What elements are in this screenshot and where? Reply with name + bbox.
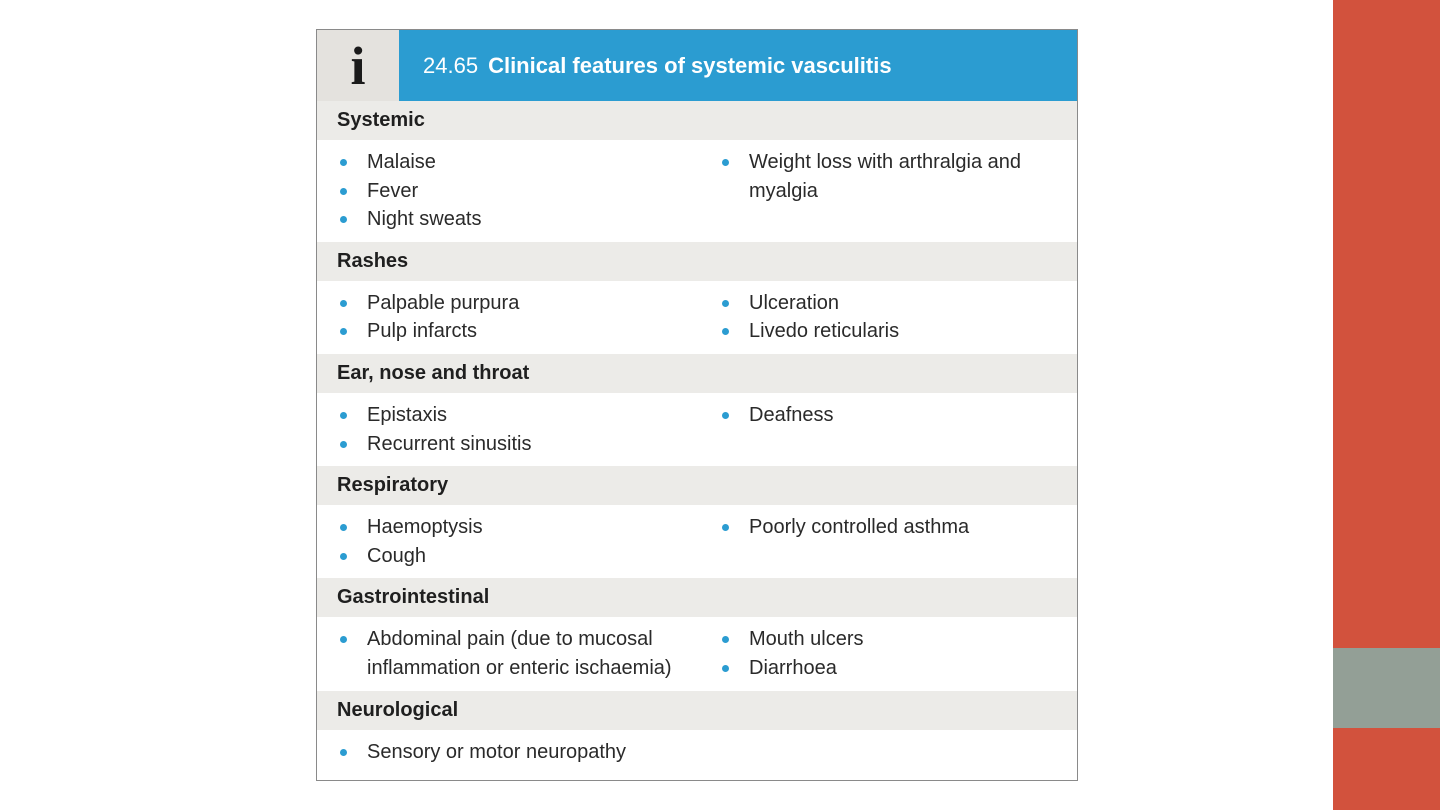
list-item bbox=[719, 401, 1077, 430]
bullet-list-right bbox=[719, 625, 1077, 682]
bullet-icon bbox=[722, 300, 729, 307]
list-item bbox=[337, 542, 719, 571]
bullet-icon bbox=[722, 665, 729, 672]
list-item bbox=[337, 148, 719, 177]
list-item bbox=[337, 289, 719, 318]
box-header bbox=[317, 30, 1077, 101]
bullet-list-right bbox=[719, 148, 1077, 234]
bullet-icon bbox=[340, 441, 347, 448]
section-body bbox=[317, 281, 1077, 354]
info-tile bbox=[317, 30, 399, 101]
bullet-icon bbox=[722, 328, 729, 335]
section-body bbox=[317, 140, 1077, 242]
table-title: Clinical features of systemic vasculitis bbox=[488, 52, 892, 78]
bullet-icon bbox=[722, 159, 729, 166]
section-body bbox=[317, 393, 1077, 466]
section-body bbox=[317, 617, 1077, 690]
list-item-text: Weight loss with arthralgia and myalgia bbox=[749, 151, 1021, 202]
list-item-text: Night sweats bbox=[367, 208, 482, 231]
section-heading-rashes: Rashes bbox=[317, 242, 1077, 281]
side-decor-accent bbox=[1333, 648, 1440, 728]
bullet-icon bbox=[722, 524, 729, 531]
bullet-icon bbox=[340, 159, 347, 166]
section-body bbox=[317, 730, 1077, 775]
list-item-text: Livedo reticularis bbox=[749, 320, 900, 343]
bullet-icon bbox=[340, 412, 347, 419]
table-number: 24.65 bbox=[423, 52, 479, 78]
list-item bbox=[337, 401, 719, 430]
list-item bbox=[337, 430, 719, 459]
list-item bbox=[337, 205, 719, 234]
bullet-icon bbox=[340, 524, 347, 531]
info-icon: i bbox=[350, 35, 366, 96]
list-item-text: Palpable purpura bbox=[367, 291, 520, 314]
bullet-list-left bbox=[317, 738, 719, 767]
list-item-text: Haemoptysis bbox=[367, 516, 483, 539]
list-item bbox=[719, 289, 1077, 318]
list-item bbox=[719, 625, 1077, 654]
list-item-text: Recurrent sinusitis bbox=[367, 432, 532, 455]
bullet-icon bbox=[340, 216, 347, 223]
bullet-icon bbox=[340, 553, 347, 560]
section-heading-respiratory: Respiratory bbox=[317, 466, 1077, 505]
bullet-list-left bbox=[317, 625, 719, 682]
list-item-text: Diarrhoea bbox=[749, 656, 837, 679]
bullet-list-left bbox=[317, 401, 719, 458]
list-item-text: Fever bbox=[367, 179, 419, 202]
list-item bbox=[719, 317, 1077, 346]
list-item-text: Pulp infarcts bbox=[367, 320, 478, 343]
section-heading-systemic: Systemic bbox=[317, 101, 1077, 140]
title-bar bbox=[399, 30, 1077, 101]
bullet-icon bbox=[340, 328, 347, 335]
list-item-text: Abdominal pain (due to mucosal inflammation or enteric ischaemia) bbox=[367, 628, 672, 679]
bullet-list-left bbox=[317, 513, 719, 570]
list-item-text: Sensory or motor neuropathy bbox=[367, 740, 627, 763]
list-item bbox=[719, 513, 1077, 542]
info-box bbox=[316, 29, 1078, 781]
sections-container bbox=[317, 101, 1077, 774]
bullet-list-right bbox=[719, 401, 1077, 458]
list-item-text: Cough bbox=[367, 544, 426, 567]
bullet-list-left bbox=[317, 148, 719, 234]
list-item-text: Ulceration bbox=[749, 291, 840, 314]
section-heading-gastrointestinal: Gastrointestinal bbox=[317, 578, 1077, 617]
list-item bbox=[337, 738, 719, 767]
list-item bbox=[719, 654, 1077, 683]
section-heading-ear-nose-and-throat: Ear, nose and throat bbox=[317, 354, 1077, 393]
section-heading-neurological: Neurological bbox=[317, 691, 1077, 730]
list-item bbox=[719, 148, 1077, 205]
bullet-list-right bbox=[719, 289, 1077, 346]
bullet-icon bbox=[722, 636, 729, 643]
list-item-text: Epistaxis bbox=[367, 403, 448, 426]
list-item-text: Poorly controlled asthma bbox=[749, 516, 970, 539]
list-item bbox=[337, 625, 719, 682]
bullet-icon bbox=[722, 412, 729, 419]
bullet-icon bbox=[340, 300, 347, 307]
bullet-list-right bbox=[719, 513, 1077, 570]
bullet-list-left bbox=[317, 289, 719, 346]
list-item-text: Malaise bbox=[367, 151, 436, 173]
list-item-text: Mouth ulcers bbox=[749, 628, 864, 651]
bullet-icon bbox=[340, 188, 347, 195]
list-item bbox=[337, 317, 719, 346]
list-item bbox=[337, 513, 719, 542]
bullet-icon bbox=[340, 636, 347, 643]
section-body bbox=[317, 505, 1077, 578]
bullet-icon bbox=[340, 749, 347, 756]
list-item bbox=[337, 177, 719, 206]
list-item-text: Deafness bbox=[749, 403, 834, 426]
bullet-list-right bbox=[719, 738, 1077, 767]
